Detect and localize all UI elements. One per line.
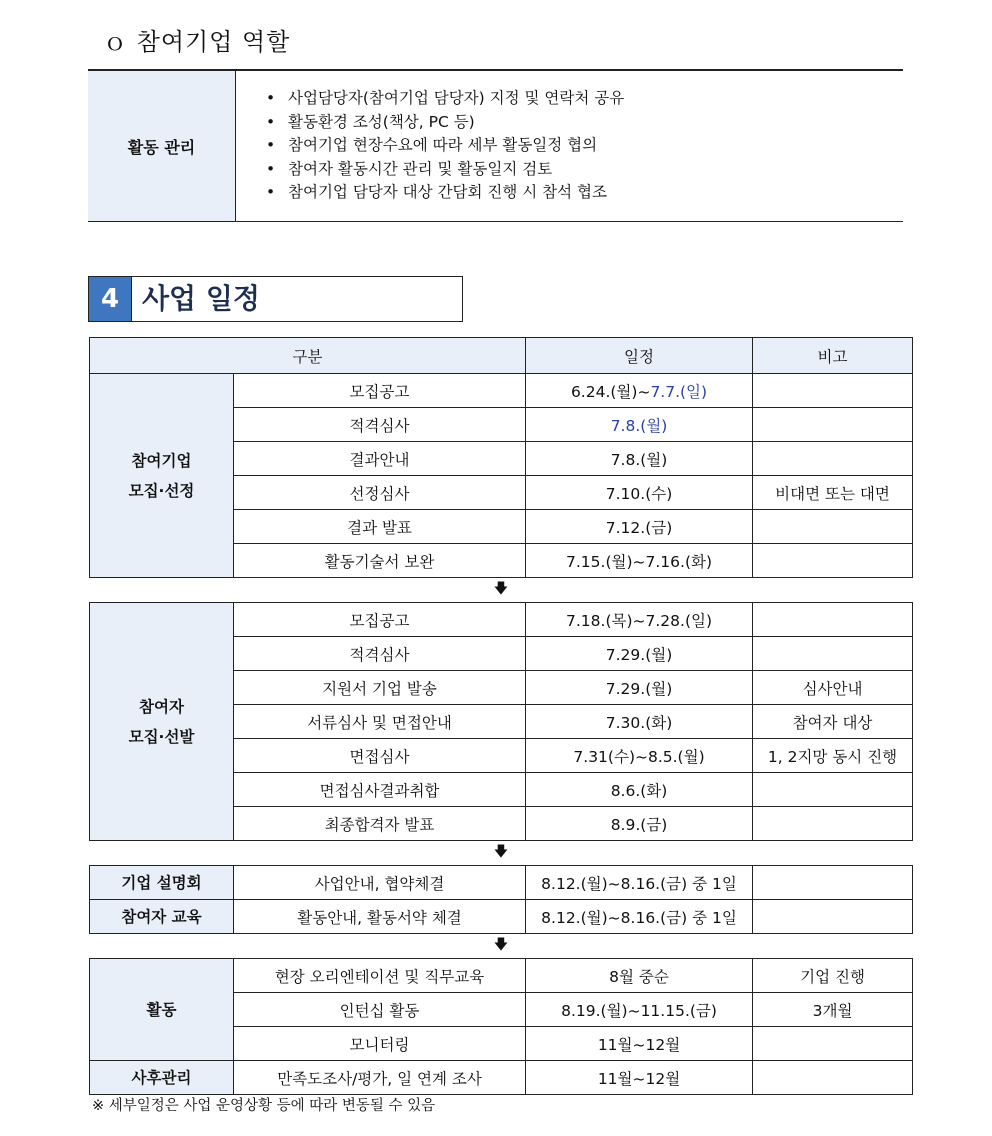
- note-cell: [753, 1061, 913, 1095]
- note-cell: [753, 510, 913, 544]
- role-list: [236, 87, 903, 205]
- section-title: ｏ 참여기업 역할: [103, 28, 291, 56]
- date-text: 8월 중순: [609, 967, 669, 986]
- category-label: 참여자: [139, 697, 184, 716]
- table-row: [90, 603, 913, 637]
- date-text: 7.31(수)~8.5.(월): [573, 747, 705, 766]
- date-cell: [526, 1061, 753, 1095]
- item-cell: 활동안내, 활동서약 체결: [234, 900, 526, 934]
- role-item: • 참여자 활동시간 관리 및 활동일지 검토: [266, 158, 903, 182]
- date-cell: [526, 671, 753, 705]
- date-cell: [526, 408, 753, 442]
- table-row: [90, 866, 913, 900]
- item-cell: 서류심사 및 면접안내: [234, 705, 526, 739]
- date-cell: [526, 705, 753, 739]
- date-cell: [526, 807, 753, 841]
- date-cell: [526, 442, 753, 476]
- role-item: • 참여기업 현장수요에 따라 세부 활동일정 협의: [266, 134, 903, 158]
- item-cell: 적격심사: [234, 637, 526, 671]
- category-label: 참여기업: [131, 451, 192, 470]
- note-cell: [753, 637, 913, 671]
- item-cell: 모니터링: [234, 1027, 526, 1061]
- category-label: 기업 설명회: [121, 873, 202, 892]
- note-cell: [753, 603, 913, 637]
- date-text: 11월~12월: [597, 1035, 681, 1054]
- arrow-row: [90, 934, 913, 959]
- item-cell: 최종합격자 발표: [234, 807, 526, 841]
- role-item: • 활동환경 조성(책상, PC 등): [266, 111, 903, 135]
- header-note: 비고: [753, 338, 913, 374]
- role-table: [88, 69, 903, 222]
- date-text: 7.8.(월): [610, 450, 668, 469]
- category-label: 모집·선발: [128, 727, 195, 746]
- date-text: 7.30.(화): [605, 713, 673, 732]
- table-row: [90, 374, 913, 408]
- date-cell: [526, 959, 753, 993]
- item-cell: 현장 오리엔테이션 및 직무교육: [234, 959, 526, 993]
- arrow-row: [90, 578, 913, 603]
- note-cell: [753, 866, 913, 900]
- note-cell: [753, 1027, 913, 1061]
- date-cell: [526, 374, 753, 408]
- item-cell: 결과안내: [234, 442, 526, 476]
- item-cell: 인턴십 활동: [234, 993, 526, 1027]
- header-date: 일정: [526, 338, 753, 374]
- date-cell: [526, 993, 753, 1027]
- date-text: 7.10.(수): [605, 484, 673, 503]
- note-cell: 기업 진행: [753, 959, 913, 993]
- item-cell: 만족도조사/평가, 일 연계 조사: [234, 1061, 526, 1095]
- category-cell: [90, 374, 234, 578]
- date-text: 6.24.(월)~: [570, 382, 651, 401]
- schedule-title: 사업 일정: [142, 282, 260, 315]
- item-cell: 모집공고: [234, 603, 526, 637]
- category-cell: [90, 603, 234, 841]
- note-cell: [753, 442, 913, 476]
- note-cell: 비대면 또는 대면: [753, 476, 913, 510]
- note-cell: 심사안내: [753, 671, 913, 705]
- header-category: 구분: [90, 338, 526, 374]
- category-label: 활동: [146, 1000, 177, 1019]
- date-cell: [526, 773, 753, 807]
- date-text: 8.6.(화): [610, 781, 668, 800]
- role-label: 활동 관리: [88, 70, 236, 222]
- role-item: • 참여기업 담당자 대상 간담회 진행 시 참석 협조: [266, 181, 903, 205]
- item-cell: 면접심사결과취합: [234, 773, 526, 807]
- item-cell: 모집공고: [234, 374, 526, 408]
- note-cell: [753, 773, 913, 807]
- down-arrow-icon: 🡇: [90, 934, 913, 959]
- note-cell: [753, 408, 913, 442]
- date-text: 7.18.(목)~7.28.(일): [566, 611, 713, 630]
- date-text: 11월~12월: [597, 1069, 681, 1088]
- category-cell: [90, 959, 234, 1061]
- down-arrow-icon: 🡇: [90, 841, 913, 866]
- item-cell: 선정심사: [234, 476, 526, 510]
- table-row: [90, 1061, 913, 1095]
- date-text: 8.9.(금): [610, 815, 668, 834]
- date-text: 8.12.(월)~8.16.(금) 중 1일: [541, 908, 737, 927]
- date-text: 7.29.(월): [605, 679, 673, 698]
- table-row: [90, 959, 913, 993]
- category-label: 참여자 교육: [121, 907, 202, 926]
- note-cell: [753, 544, 913, 578]
- note-cell: 참여자 대상: [753, 705, 913, 739]
- note-cell: 3개월: [753, 993, 913, 1027]
- item-cell: 적격심사: [234, 408, 526, 442]
- item-cell: 사업안내, 협약체결: [234, 866, 526, 900]
- footnote: ※ 세부일정은 사업 운영상황 등에 따라 변동될 수 있음: [92, 1098, 436, 1114]
- date-text: 8.12.(월)~8.16.(금) 중 1일: [541, 874, 737, 893]
- arrow-row: [90, 841, 913, 866]
- item-cell: 결과 발표: [234, 510, 526, 544]
- category-label: 사후관리: [131, 1068, 192, 1087]
- note-cell: [753, 374, 913, 408]
- table-header-row: [90, 338, 913, 374]
- date-cell: [526, 866, 753, 900]
- section-number: 4: [89, 277, 132, 321]
- category-cell: [90, 1061, 234, 1095]
- schedule-table: [89, 337, 913, 1095]
- date-text: 7.15.(월)~7.16.(화): [566, 552, 713, 571]
- date-cell: [526, 1027, 753, 1061]
- note-cell: [753, 807, 913, 841]
- date-cell: [526, 739, 753, 773]
- date-text: 8.19.(월)~11.15.(금): [561, 1001, 717, 1020]
- date-cell: [526, 510, 753, 544]
- date-cell: [526, 476, 753, 510]
- date-cell: [526, 637, 753, 671]
- date-cell: [526, 900, 753, 934]
- item-cell: 면접심사: [234, 739, 526, 773]
- date-cell: [526, 544, 753, 578]
- category-label: 모집·선정: [128, 481, 195, 500]
- category-cell: [90, 866, 234, 900]
- table-row: [90, 900, 913, 934]
- date-text: 7.29.(월): [605, 645, 673, 664]
- role-item: • 사업담당자(참여기업 담당자) 지정 및 연락처 공유: [266, 87, 903, 111]
- date-text: 7.12.(금): [605, 518, 673, 537]
- schedule-heading: [88, 276, 463, 322]
- date-cell: [526, 603, 753, 637]
- note-cell: [753, 900, 913, 934]
- item-cell: 활동기술서 보완: [234, 544, 526, 578]
- down-arrow-icon: 🡇: [90, 578, 913, 603]
- category-cell: [90, 900, 234, 934]
- note-cell: 1, 2지망 동시 진행: [753, 739, 913, 773]
- date-text-highlight: 7.8.(월): [610, 416, 668, 435]
- date-text-highlight: 7.7.(일): [650, 382, 708, 401]
- item-cell: 지원서 기업 발송: [234, 671, 526, 705]
